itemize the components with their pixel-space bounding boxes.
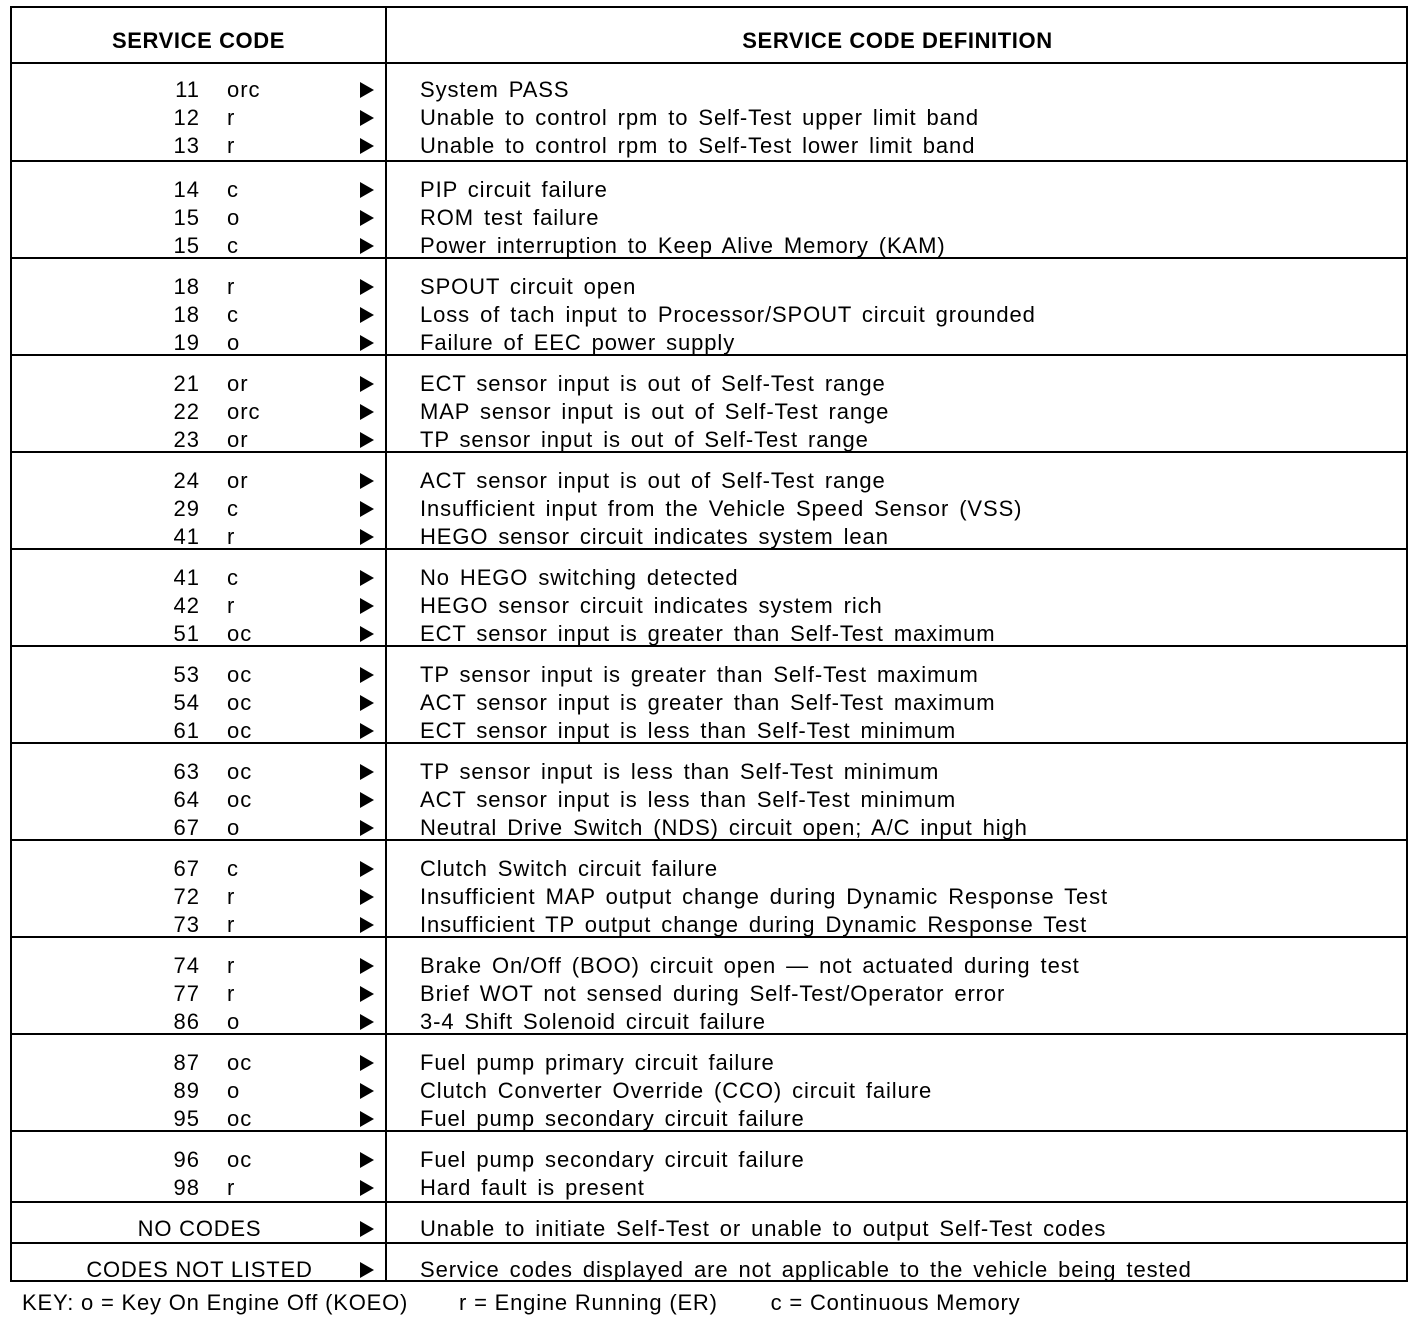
table-row [12,426,1406,454]
arrow-right-icon [360,182,374,198]
code-number: 42 [173,593,200,618]
arrow-right-icon [360,1221,374,1237]
code-label: NO CODES [137,1216,262,1241]
table-row [12,883,1406,911]
code-type: oc [227,759,253,784]
header-service-code: SERVICE CODE [111,28,286,53]
code-definition: System PASS [420,77,570,102]
arrow-right-icon [360,570,374,586]
code-number: 86 [173,1009,200,1034]
table-row [12,467,1406,495]
code-type: r [227,1175,236,1200]
code-definition: Insufficient TP output change during Dynamic Response Test [420,912,1088,937]
table-row [12,592,1406,620]
table-row [12,232,1406,260]
code-definition: TP sensor input is greater than Self-Test maximum [420,662,979,687]
table-row [12,301,1406,329]
code-definition: Brief WOT not sensed during Self-Test/Operator error [420,981,1006,1006]
code-type: oc [227,1050,253,1075]
table-row [12,855,1406,883]
arrow-right-icon [360,695,374,711]
code-type: r [227,133,236,158]
key-r: r = Engine Running (ER) [459,1290,718,1315]
table-row [12,689,1406,717]
code-number: 74 [173,953,200,978]
arrow-right-icon [360,792,374,808]
code-type: oc [227,787,253,812]
header-service-code-definition: SERVICE CODE DEFINITION [742,28,1053,53]
code-definition: Unable to control rpm to Self-Test lower limit band [420,133,976,158]
code-type: r [227,593,236,618]
arrow-right-icon [360,404,374,420]
code-definition: ECT sensor input is less than Self-Test minimum [420,718,957,743]
code-type: or [227,468,249,493]
arrow-right-icon [360,335,374,351]
arrow-right-icon [360,110,374,126]
code-group [12,645,1406,742]
arrow-right-icon [360,1262,374,1278]
code-number: 15 [173,205,200,230]
key-legend [22,1288,1020,1318]
code-number: 63 [173,759,200,784]
key-o: KEY: o = Key On Engine Off (KOEO) [22,1290,409,1315]
table-row [12,1105,1406,1133]
code-definition: Insufficient input from the Vehicle Speed Sensor (VSS) [420,496,1023,521]
code-type: c [227,177,239,202]
code-type: oc [227,1147,253,1172]
code-number: 89 [173,1078,200,1103]
code-definition: Service codes displayed are not applicable to the vehicle being tested [420,1257,1192,1282]
table-row [12,495,1406,523]
code-type: o [227,330,241,355]
arrow-right-icon [360,501,374,517]
table-row [12,952,1406,980]
code-type: oc [227,718,253,743]
code-number: 13 [173,133,200,158]
arrow-right-icon [360,529,374,545]
table-row [12,1008,1406,1036]
table-row [12,620,1406,648]
code-number: 51 [173,621,200,646]
table-row [12,204,1406,232]
code-definition: Clutch Converter Override (CCO) circuit failure [420,1078,933,1103]
code-group [12,1242,1406,1282]
code-type: c [227,233,239,258]
arrow-right-icon [360,432,374,448]
code-definition: Failure of EEC power supply [420,330,736,355]
code-number: 64 [173,787,200,812]
arrow-right-icon [360,210,374,226]
code-group [12,257,1406,354]
code-group [12,548,1406,645]
code-type: oc [227,662,253,687]
table-row [12,176,1406,204]
code-number: 61 [173,718,200,743]
code-type: c [227,565,239,590]
code-definition: ECT sensor input is out of Self-Test range [420,371,886,396]
code-number: 96 [173,1147,200,1172]
code-definition: SPOUT circuit open [420,274,637,299]
code-number: 67 [173,856,200,881]
arrow-right-icon [360,820,374,836]
code-definition: Power interruption to Keep Alive Memory (KAM) [420,233,946,258]
table-row [12,661,1406,689]
code-type: o [227,1078,241,1103]
code-definition: Neutral Drive Switch (NDS) circuit open; A/C input high [420,815,1028,840]
code-number: 73 [173,912,200,937]
table-row [12,523,1406,551]
arrow-right-icon [360,376,374,392]
code-definition: Brake On/Off (BOO) circuit open — not actuated during test [420,953,1080,978]
code-definition: ACT sensor input is greater than Self-Test maximum [420,690,996,715]
table-row [12,132,1406,160]
code-number: 15 [173,233,200,258]
code-definition: ROM test failure [420,205,600,230]
table-row [12,273,1406,301]
code-type: orc [227,77,261,102]
table-row [12,1215,1406,1243]
table-row [12,370,1406,398]
code-definition: Insufficient MAP output change during Dynamic Response Test [420,884,1109,909]
arrow-right-icon [360,279,374,295]
code-definition: TP sensor input is out of Self-Test range [420,427,869,452]
code-definition: No HEGO switching detected [420,565,739,590]
code-type: r [227,274,236,299]
code-number: 41 [173,565,200,590]
code-type: r [227,981,236,1006]
code-definition: Fuel pump secondary circuit failure [420,1147,805,1172]
code-number: 72 [173,884,200,909]
code-number: 23 [173,427,200,452]
code-type: r [227,912,236,937]
code-definition: ACT sensor input is less than Self-Test minimum [420,787,957,812]
arrow-right-icon [360,723,374,739]
code-group [12,1033,1406,1130]
arrow-right-icon [360,1111,374,1127]
code-type: oc [227,621,253,646]
code-group [12,742,1406,839]
code-type: o [227,815,241,840]
code-number: 24 [173,468,200,493]
code-type: oc [227,690,253,715]
table-row [12,1256,1406,1284]
table-row [12,786,1406,814]
code-number: 22 [173,399,200,424]
code-type: r [227,524,236,549]
table-row [12,329,1406,357]
table-row [12,717,1406,745]
arrow-right-icon [360,598,374,614]
code-number: 67 [173,815,200,840]
code-definition: TP sensor input is less than Self-Test minimum [420,759,940,784]
arrow-right-icon [360,667,374,683]
code-number: 95 [173,1106,200,1131]
table-header [12,8,1406,64]
code-number: 19 [173,330,200,355]
code-number: 54 [173,690,200,715]
code-number: 12 [173,105,200,130]
arrow-right-icon [360,82,374,98]
table-row [12,104,1406,132]
code-group [12,936,1406,1033]
arrow-right-icon [360,1055,374,1071]
arrow-right-icon [360,473,374,489]
code-type: orc [227,399,261,424]
table-row [12,911,1406,939]
code-group [12,354,1406,451]
code-definition: Clutch Switch circuit failure [420,856,718,881]
arrow-right-icon [360,138,374,154]
code-definition: ECT sensor input is greater than Self-Test maximum [420,621,996,646]
arrow-right-icon [360,1152,374,1168]
code-group [12,160,1406,257]
code-definition: HEGO sensor circuit indicates system rich [420,593,883,618]
table-row [12,76,1406,104]
code-definition: Unable to control rpm to Self-Test upper limit band [420,105,980,130]
code-number: 18 [173,302,200,327]
code-definition: Fuel pump secondary circuit failure [420,1106,805,1131]
code-type: oc [227,1106,253,1131]
code-number: 77 [173,981,200,1006]
arrow-right-icon [360,917,374,933]
arrow-right-icon [360,889,374,905]
code-number: 11 [175,77,200,102]
table-row [12,1049,1406,1077]
code-definition: ACT sensor input is out of Self-Test range [420,468,886,493]
code-number: 87 [173,1050,200,1075]
code-type: or [227,371,249,396]
arrow-right-icon [360,1180,374,1196]
code-number: 41 [173,524,200,549]
code-type: c [227,856,239,881]
code-type: r [227,105,236,130]
key-c: c = Continuous Memory [770,1290,1021,1315]
code-definition: PIP circuit failure [420,177,608,202]
code-group [12,62,1406,160]
code-number: 98 [173,1175,200,1200]
arrow-right-icon [360,861,374,877]
arrow-right-icon [360,238,374,254]
code-group [12,839,1406,936]
code-number: 18 [173,274,200,299]
code-group [12,451,1406,548]
code-definition: Fuel pump primary circuit failure [420,1050,775,1075]
arrow-right-icon [360,626,374,642]
arrow-right-icon [360,1083,374,1099]
code-definition: 3-4 Shift Solenoid circuit failure [420,1009,766,1034]
code-type: o [227,1009,241,1034]
code-group [12,1130,1406,1201]
code-label: CODES NOT LISTED [86,1257,313,1282]
arrow-right-icon [360,764,374,780]
table-row [12,758,1406,786]
table-row [12,1146,1406,1174]
code-number: 21 [173,371,200,396]
code-definition: Unable to initiate Self-Test or unable to output Self-Test codes [420,1216,1107,1241]
arrow-right-icon [360,986,374,1002]
code-type: r [227,953,236,978]
table-row [12,564,1406,592]
code-type: c [227,302,239,327]
table-row [12,814,1406,842]
code-group [12,1201,1406,1242]
code-definition: Loss of tach input to Processor/SPOUT circuit grounded [420,302,1036,327]
code-definition: Hard fault is present [420,1175,645,1200]
code-definition: HEGO sensor circuit indicates system lean [420,524,889,549]
table-row [12,1077,1406,1105]
arrow-right-icon [360,307,374,323]
arrow-right-icon [360,958,374,974]
table-row [12,1174,1406,1202]
table-row [12,398,1406,426]
code-type: c [227,496,239,521]
code-type: o [227,205,241,230]
code-number: 29 [173,496,200,521]
code-number: 53 [173,662,200,687]
service-code-table [10,6,1408,1282]
code-number: 14 [173,177,200,202]
code-definition: MAP sensor input is out of Self-Test range [420,399,890,424]
code-type: r [227,884,236,909]
arrow-right-icon [360,1014,374,1030]
table-row [12,980,1406,1008]
code-type: or [227,427,249,452]
